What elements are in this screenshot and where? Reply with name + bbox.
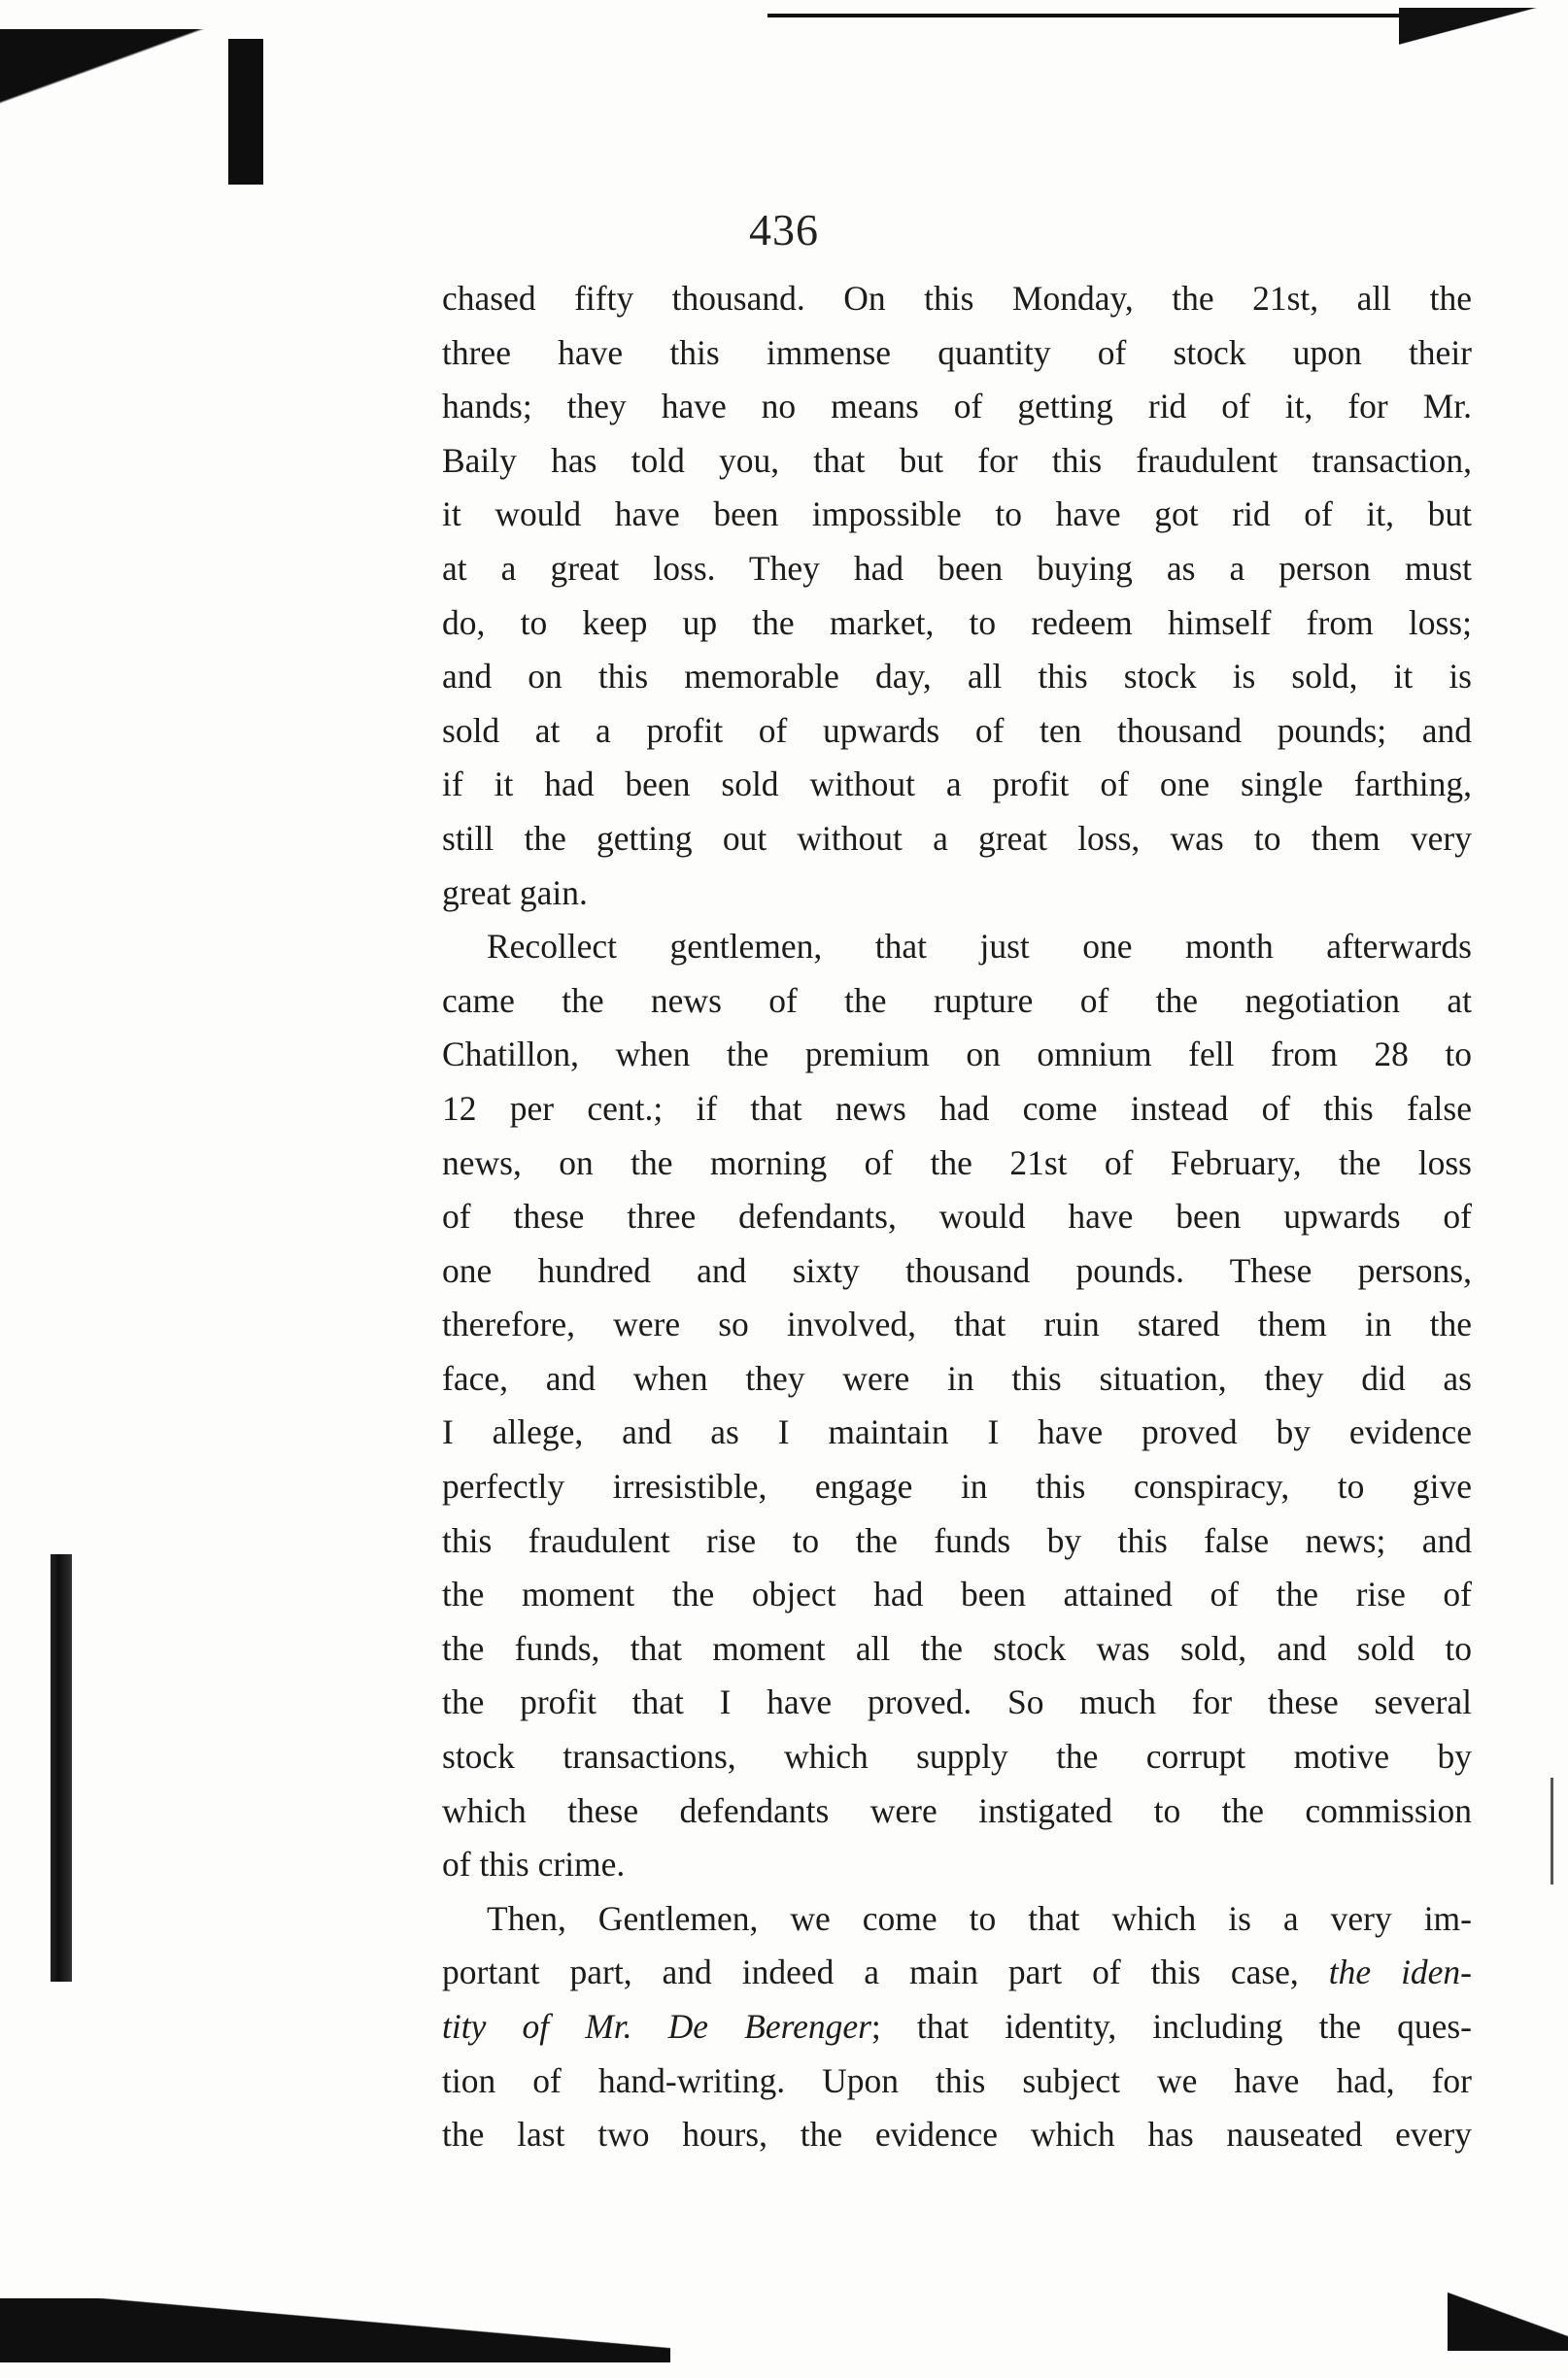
text-line: tion of hand-writing. Upon this subject we have had, for	[442, 2060, 1472, 2100]
text-line	[442, 1946, 1472, 2000]
text-line: stock transactions, which supply the corrupt motive by	[442, 1737, 1472, 1777]
text-line: the funds, that moment all the stock was sold, and sold to	[442, 1628, 1472, 1668]
italic-phrase: the iden-	[1328, 1953, 1473, 1992]
text-line: came the news of the rupture of the negotiation at	[442, 980, 1472, 1020]
text-line: sold at a profit of upwards of ten thousand pounds; and	[442, 710, 1472, 750]
text-line: the last two hours, the evidence which has nauseated every	[442, 2115, 1472, 2155]
text-line: the moment the object had been attained of the rise of	[442, 1575, 1472, 1614]
text-line: news, on the morning of the 21st of February, the loss	[442, 1142, 1472, 1182]
text-segment: ; that identity, including the ques-	[870, 2007, 1472, 2046]
binding-bar-top	[228, 39, 263, 185]
text-line: if it had been sold without a profit of one single farthing,	[442, 764, 1472, 804]
text-line: Recollect gentlemen, that just one month afterwards	[487, 927, 1472, 967]
text-line: Chatillon, when the premium on omnium fell from 28 to	[442, 1035, 1472, 1074]
text-line: and on this memorable day, all this stock is sold, it is	[442, 657, 1472, 696]
top-border-rule	[767, 14, 1409, 17]
text-line: Baily has told you, that but for this fraudulent transaction,	[442, 440, 1472, 480]
text-line: still the getting out without a great loss, was to them very	[442, 818, 1472, 858]
text-line: perfectly irresistible, engage in this conspiracy, to give	[442, 1467, 1472, 1507]
body-text	[442, 272, 1472, 2162]
text-line: Then, Gentlemen, we come to that which is a very im-	[487, 1898, 1472, 1938]
text-line: great gain.	[442, 872, 588, 912]
bottom-right-corner-mark	[1448, 2263, 1568, 2351]
right-edge-mark	[1551, 1778, 1553, 1885]
binding-shadow-top	[0, 29, 262, 175]
text-line	[442, 2000, 1472, 2055]
text-segment: portant part, and indeed a main part of this case,	[442, 1953, 1299, 1992]
text-line: which these defendants were instigated to the commission	[442, 1790, 1472, 1830]
top-right-corner-mark	[1399, 8, 1568, 66]
text-line: it would have been impossible to have got rid of it, but	[442, 494, 1472, 534]
text-line: at a great loss. They had been buying as a person must	[442, 548, 1472, 588]
italic-phrase: tity of Mr. De Berenger	[442, 2007, 871, 2046]
text-line: of these three defendants, would have been upwards of	[442, 1197, 1472, 1237]
text-line: of this crime.	[442, 1845, 626, 1885]
text-line: therefore, were so involved, that ruin stared them in the	[442, 1305, 1472, 1344]
text-line: the profit that I have proved. So much for these several	[442, 1682, 1472, 1722]
text-line: do, to keep up the market, to redeem himself from loss;	[442, 602, 1472, 642]
text-line: three have this immense quantity of stock upon their	[442, 332, 1472, 372]
binding-bar-left	[51, 1554, 72, 1982]
text-line: this fraudulent rise to the funds by this false news; and	[442, 1520, 1472, 1560]
text-line: I allege, and as I maintain I have proved by evidence	[442, 1412, 1472, 1452]
text-line: face, and when they were in this situation, they did as	[442, 1358, 1472, 1398]
text-line: hands; they have no means of getting rid of it, for Mr.	[442, 387, 1472, 426]
page-number: 436	[749, 205, 819, 255]
text-line: chased fifty thousand. On this Monday, the 21st, all the	[442, 279, 1472, 318]
text-line: 12 per cent.; if that news had come instead of this false	[442, 1088, 1472, 1128]
bottom-border-rule	[0, 2298, 670, 2362]
text-line: one hundred and sixty thousand pounds. These persons,	[442, 1250, 1472, 1290]
